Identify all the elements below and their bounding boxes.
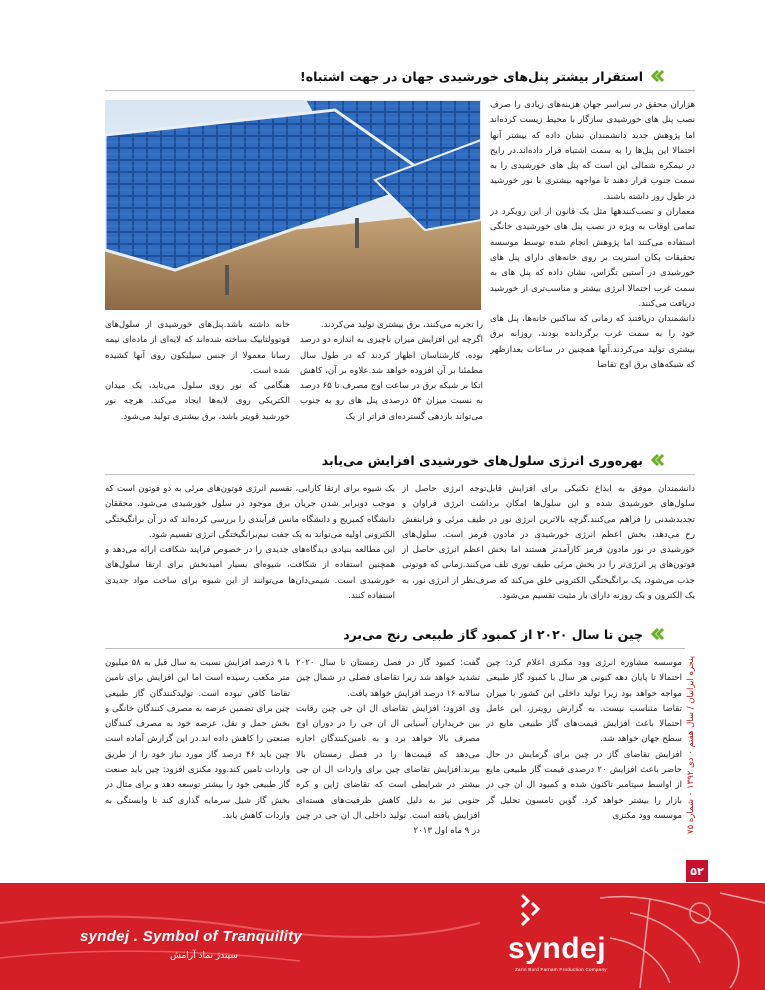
section1-col-left-text: خانه داشته باشد.پنل‌های خورشیدی از سلول‌های فوتوولتاییک ساخته شده‌اند که لایه‌ای از ماده‌ای نیمه رسانا معمولا از جنس سیلیکون روی آنها کشیده شده است. هنگامی که نور روی سلول می‌تابد، یک میدان الکتریکی روی لایه‌ها ایجاد می‌کند. هرچه نور خورشید قویتر باشد، برق بیشتری تولید می‌شود. xyxy=(105,320,290,422)
section2-col-left xyxy=(105,482,395,607)
page-number: ۵۲ xyxy=(686,860,708,882)
section3-rule xyxy=(105,648,685,649)
footer-brand: syndej xyxy=(508,932,607,965)
section1-col-middle xyxy=(300,318,483,433)
footer-brand-sub: Zarin Bord Farnam Production Company xyxy=(515,967,607,972)
section1-col-middle-text: را تجربه می‌کنند، برق بیشتری تولید می‌کردند. اگرچه این افزایش میزان ناچیزی به اندازه دو درصد بوده، کارشناسان اظهار کردند که در طول سال مطمئنا بر آن افزوده خواهد شد.علاوه بر آن، کاهش اتکا بر شبکه برق در ساعت اوج مصرف تا ۶۵ درصد به نسبت میزان ۵۴ درصدی پنل های رو به جنوب می‌تواند بازدهی گسترده‌ای فراتر از یک xyxy=(300,320,483,422)
section2-col-right-text: دانشمندان موفق به ابداع تکنیکی برای افزایش قابل‌توجه انرژی حاصل از سلول‌های خورشیدی شده و این سلول‌ها امکان برداشت انرژی فراوان و تجدیدشدنی را فراهم می‌کنند.گرچه بالاترین انرژی نور در طیف مرئی و فرابنفش رخ می‌دهد، بخش اعظم انرژی خورشیدی در مادون قرمز است. سلول‌های خورشیدی در نور مادون قرمز کارآمدتر هستند اما بخش اعظم انرژی حاصل از فوتون‌های پر انرژی‌تر را در بخش مرئی طیف نوری تلف می‌کنند.زمانی که فوتونی جذب می‌شود، یک برانگیختگی الکترونی خلق می‌کند که صرف‌نظر از انرژی نور، به یک الکترون و یک روزنه دارای بار مثبت تقسیم می‌شود. xyxy=(402,484,695,602)
section3-col-middle-text: گفت: کمبود گاز در فصل زمستان تا سال ۲۰۲۰ تشدید خواهد شد زیرا تقاضای فصلی در شمال چین سالانه ۱۶ درصد افزایش خواهد یافت. وی افزود: افزایش تقاضای ال ان جی چین رقابت بین خریداران آسیایی ال ان جی را در دوران اوج مصرف بالا خواهد برد و به تامین‌کنندگان اجازه می‌دهد که قیمت‌ها را در فصل زمستان بالا ببرند.افزایش تقاضای چین برای واردات ال ان جی بیشتر در شرایطی است که تقاضای ژاپن و کره جنوبی نیز به دلیل کاهش ظرفیت‌های هسته‌ای افزایش یافته است. تولید داخلی ال ان جی در چین در ۹ ماه اول ۲۰۱۳ xyxy=(296,658,480,837)
section3-col-right-text: موسسه مشاوره انرژی وود مکنزی اعلام کرد: چین احتمالا تا پایان دهه کنونی هر سال با کمبود گاز طبیعی مواجه خواهد بود زیرا تولید داخلی این کشور با میزان تقاضا متناسب نیست. به گزارش رویترز، این عامل احتمالا باعث افزایش قیمت‌های گاز طبیعی مایع در سطح جهان خواهد شد. افزایش تقاضای گاز در چین برای گرمایش در حال حاضر باعث افزایش ۲۰ درصدی قیمت گاز طبیعی مایع از اواسط سپتامبر تاکنون شده و کمبود ال ان جی در بازار را بیشتر خواهد کرد. گوین تامسون تحلیل گر موسسه وود مکنزی xyxy=(486,658,682,821)
section2-col-right xyxy=(402,482,695,607)
section3-col-middle xyxy=(296,656,480,881)
solar-panels-photo xyxy=(105,100,481,310)
section2-title-text: بهره‌وری انرژی سلول‌های خورشیدی افزایش می‌یابد xyxy=(321,452,643,468)
chevron-double-icon xyxy=(649,626,665,642)
section3-col-right xyxy=(486,656,682,881)
section3-col-left xyxy=(105,656,290,881)
logo-mark xyxy=(520,893,544,929)
issue-label: پنجره ایرانیان / سال هفتم ۰ دی ۱۳۹۲ ۰ شماره ۷۵ xyxy=(686,655,696,835)
footer-slogan-en: syndej . Symbol of Tranquility xyxy=(80,928,303,945)
section1-col-right-text: هزاران محقق در سراسر جهان هزینه‌های زیادی را صرف نصب پنل های خورشیدی سازگار با محیط زیست کرده‌اند اما پژوهش جدید دانشمندان نشان داده که بیشتر آنها احتمالا این پنل‌ها را به سمت اشتباه قرار داده‌اند.در رایج در نیمکره شمالی این است که پنل های خورشیدی را به سمت جنوب قرار دهند تا مواجهه بیشتری با نور خورشید در طول روز داشته باشند. معماران و نصب‌کنندهها مثل یک قانون از این رویکرد در تمامی اوقات به ویژه در نصب پنل های خورشیدی خانگی استفاده می‌کنند اما پژوهش انجام شده توسط موسسه تحقیقات پکان استریت بر روی خانه‌های دارای پنل های خورشیدی در آستین تگزاس، نشان داده که پنل های به سمت غرب احتمالا انرژی بیشتر و مناسب‌تری از خورشید دریافت می‌کنند. دانشمندان دریافتند که زمانی که ساکنین خانه‌ها، پنل های خود را به سمت غرب برگردانده بودند، روزانه برق بیشتری تولید می‌کردند.آنها همچنین در ساعات بعدازظهر که شبکه‌های برق اوج تقاضا xyxy=(490,100,695,371)
section1-rule xyxy=(105,90,695,91)
section3-col-left-text: با ۹ درصد افزایش نسبت به سال قبل به ۵۸ میلیون متر مکعب رسیده است اما این افزایش برای تامین تقاضا کافی نبوده است. تولیدکنندگان گاز طبیعی چین برای تضمین عرضه به مصرف کنندگان خانگی و بخش حمل و نقل، عرضه خود به مصرف کنندگان صنعتی را کاهش داده اند.در این گزارش آماده است چین باید ۴۶ درصد گاز مورد نیاز خود را از طریق واردات تامین کند.وود مکنزی افزود: چین باید صنعت گاز طبیعی خود را بیشتر توسعه دهد و برای مثال در بخش گاز شیل سرمایه گذاری کند تا وابستگی به واردات کاهش یابد. xyxy=(105,658,290,821)
section1-col-right xyxy=(490,98,695,433)
section3-title xyxy=(343,626,665,642)
section1-title xyxy=(300,68,665,84)
section1-title-text: استقرار بیشتر پنل‌های خورشیدی جهان در جهت اشتباه! xyxy=(300,68,643,84)
section2-col-left-text: یک شیوه برای ارتقا کارایی، تقسیم انرژی فوتون‌های مرئی به دو فوتون است که موجب دوبرابر شدن جریان برق موجود در سلول خورشیدی می‌شود. محققان دانشگاه کمبریج و دانشگاه مانس فرآیندی را بررسی کرده‌اند که در آن برانگیختگی الکترونی اولیه می‌تواند به یک جفت نیم‌برانگیختگی انرژی تقسیم شود. این مطالعه بنیادی دیدگاه‌های جدیدی را در خصوص فرایند شکافت ارائه می‌دهد و همچنین استفاده از شکافت، شیوه‌ای بسیار امیدبخش برای ارتقا سلول‌های خورشیدی است. شیمی‌دان‌ها می‌توانند از این شیوه برای ساخت مواد جدیدی استفاده کنند. xyxy=(105,484,395,602)
section2-rule xyxy=(105,474,695,475)
section1-col-left xyxy=(105,318,290,433)
footer-slogan-fa: سیندژ نماد آرامش xyxy=(170,951,238,961)
section3-title-text: چین تا سال ۲۰۲۰ از کمبود گاز طبیعی رنج می‌برد xyxy=(343,626,643,642)
chevron-double-icon xyxy=(649,452,665,468)
chevron-double-icon xyxy=(649,68,665,84)
section2-title xyxy=(322,452,665,468)
